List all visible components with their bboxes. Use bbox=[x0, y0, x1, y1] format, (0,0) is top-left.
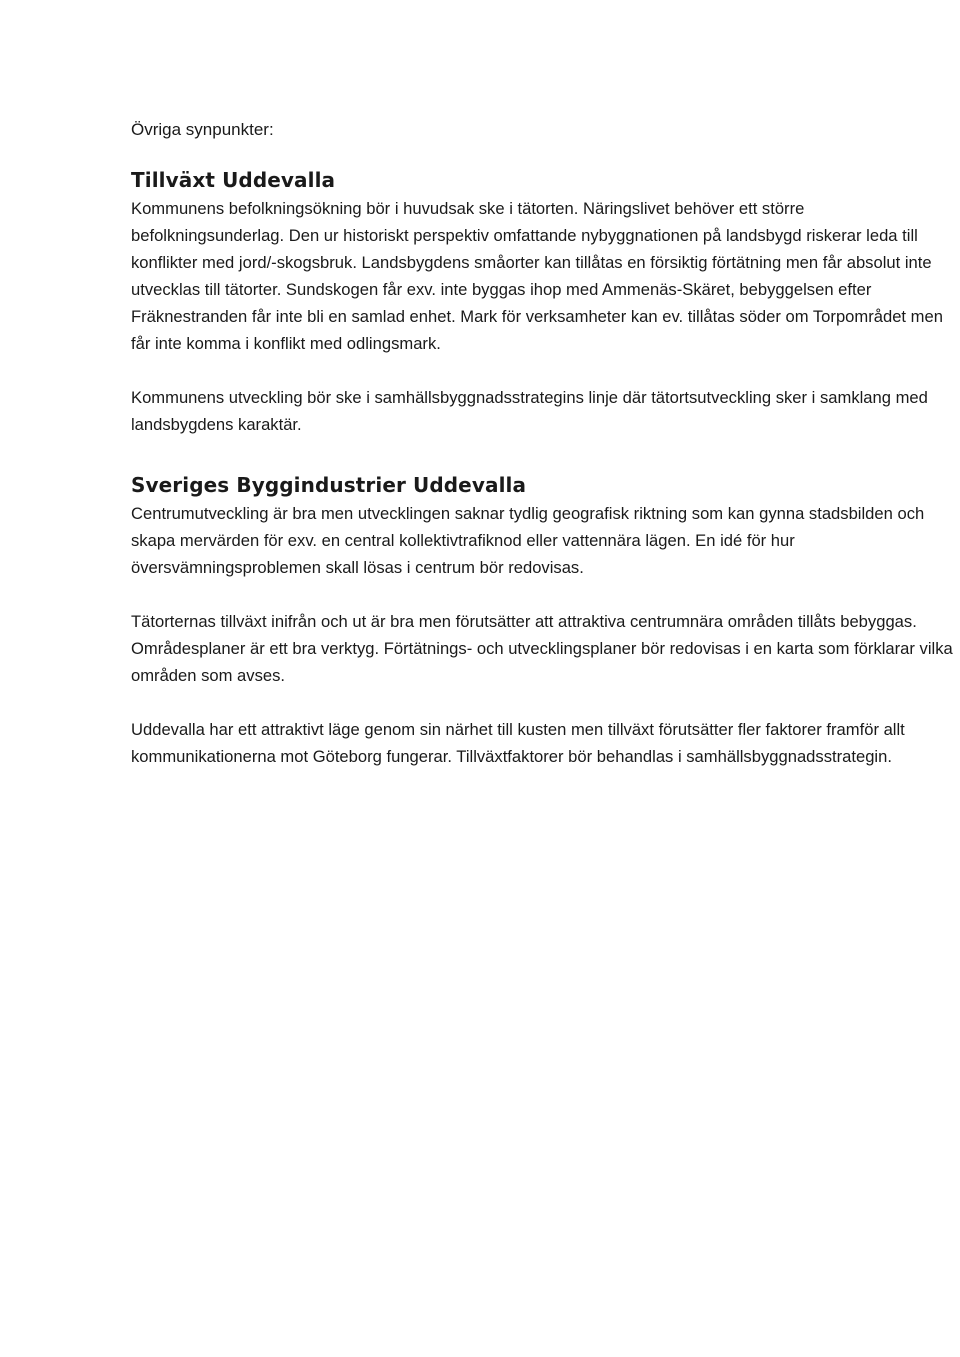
paragraph: Uddevalla har ett attraktivt läge genom sin närhet till kusten men tillväxt förutsätter fler faktorer framför allt kommunikationerna mot Göteborg fungerar. Tillväxtfaktorer bör behandlas i samhällsbyggnadsstrategin. bbox=[131, 720, 905, 766]
section-sveriges-byggindustrier bbox=[131, 472, 956, 770]
paragraph: Kommunens utveckling bör ske i samhällsbyggnadsstrategins linje där tätortsutveckling sker i samklang med landsbygdens karaktär. bbox=[131, 388, 928, 434]
document-body bbox=[131, 117, 956, 797]
section-heading: Sveriges Byggindustrier Uddevalla bbox=[131, 473, 527, 497]
section-tillvaxt-uddevalla bbox=[131, 167, 956, 438]
paragraph: Centrumutveckling är bra men utvecklingen saknar tydlig geografisk riktning som kan gynna stadsbilden och skapa mervärden för exv. en central kollektivtrafiknod eller vattennära lägen. En idé för hur översvämningsproblemen skall lösas i centrum bör redovisas. bbox=[131, 504, 925, 577]
paragraph: Tätorternas tillväxt inifrån och ut är bra men förutsätter att attraktiva centrumnära områden tillåts bebyggas. Områdesplaner är ett bra verktyg. Förtätnings- och utvecklingsplaner bör redovisas i en karta som förklarar vilka områden som avses. bbox=[131, 612, 953, 685]
paragraph: Kommunens befolkningsökning bör i huvudsak ske i tätorten. Näringslivet behöver ett större befolkningsunderlag. Den ur historiskt perspektiv omfattande nybyggnationen på landsbygd riskerar leda till konflikter med jord/-skogsbruk. Landsbygdens småorter kan tillåtas en försiktig förtätning men får absolut inte utvecklas till tätorter. Sundskogen får exv. inte byggas ihop med Ammenäs-Skäret, bebyggelsen efter Fräknestranden får inte bli en samlad enhet. Mark för verksamheter kan ev. tillåtas söder om Torpområdet men får inte komma i konflikt med odlingsmark. bbox=[131, 199, 943, 353]
section-heading: Tillväxt Uddevalla bbox=[131, 168, 336, 192]
intro-text: Övriga synpunkter: bbox=[131, 120, 274, 139]
